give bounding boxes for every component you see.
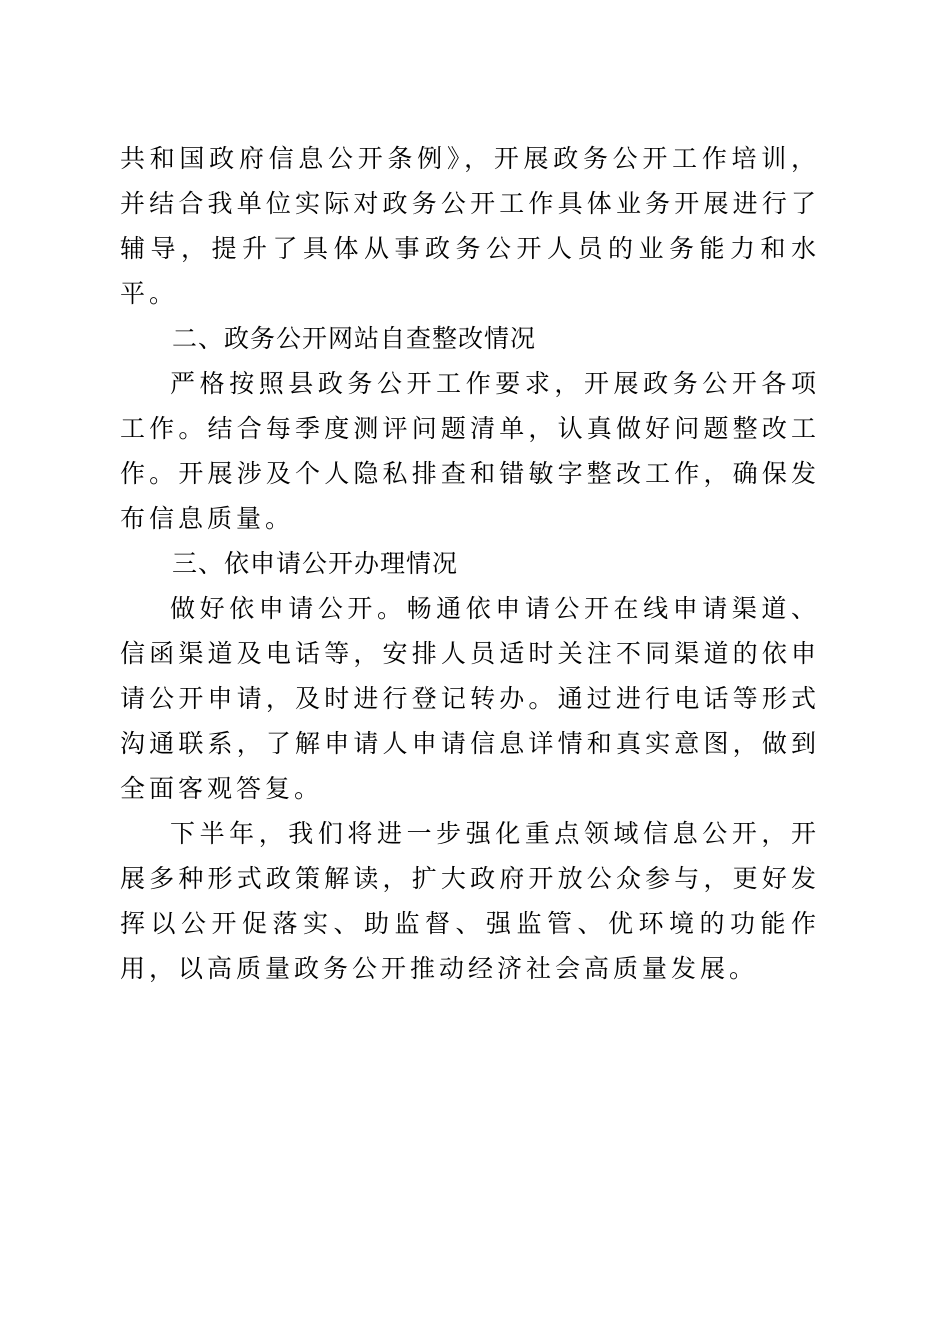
paragraph-website-rectification: 严格按照县政务公开工作要求，开展政务公开各项工作。结合每季度测评问题清单，认真做好问题整改工作。开展涉及个人隐私排查和错敏字整改工作，确保发布信息质量。 bbox=[120, 369, 820, 533]
paragraph-second-half-plan: 下半年，我们将进一步强化重点领域信息公开，开展多种形式政策解读，扩大政府开放公众参与，更好发挥以公开促落实、助监督、强监管、优环境的功能作用，以高质量政务公开推动经济社会高质量发展。 bbox=[120, 819, 820, 983]
paragraph-continued: 共和国政府信息公开条例》，开展政务公开工作培训，并结合我单位实际对政务公开工作具体业务开展进行了辅导，提升了具体从事政务公开人员的业务能力和水平。 bbox=[120, 144, 820, 308]
section-heading-2: 二、政务公开网站自查整改情况 bbox=[172, 324, 537, 353]
paragraph-application-disclosure: 做好依申请公开。畅通依申请公开在线申请渠道、信函渠道及电话等，安排人员适时关注不同渠道的依申请公开申请，及时进行登记转办。通过进行电话等形式沟通联系，了解申请人申请信息详情和真实意图，做到全面客观答复。 bbox=[120, 594, 820, 803]
document-body bbox=[120, 136, 820, 991]
section-heading-3: 三、依申请公开办理情况 bbox=[172, 549, 459, 578]
